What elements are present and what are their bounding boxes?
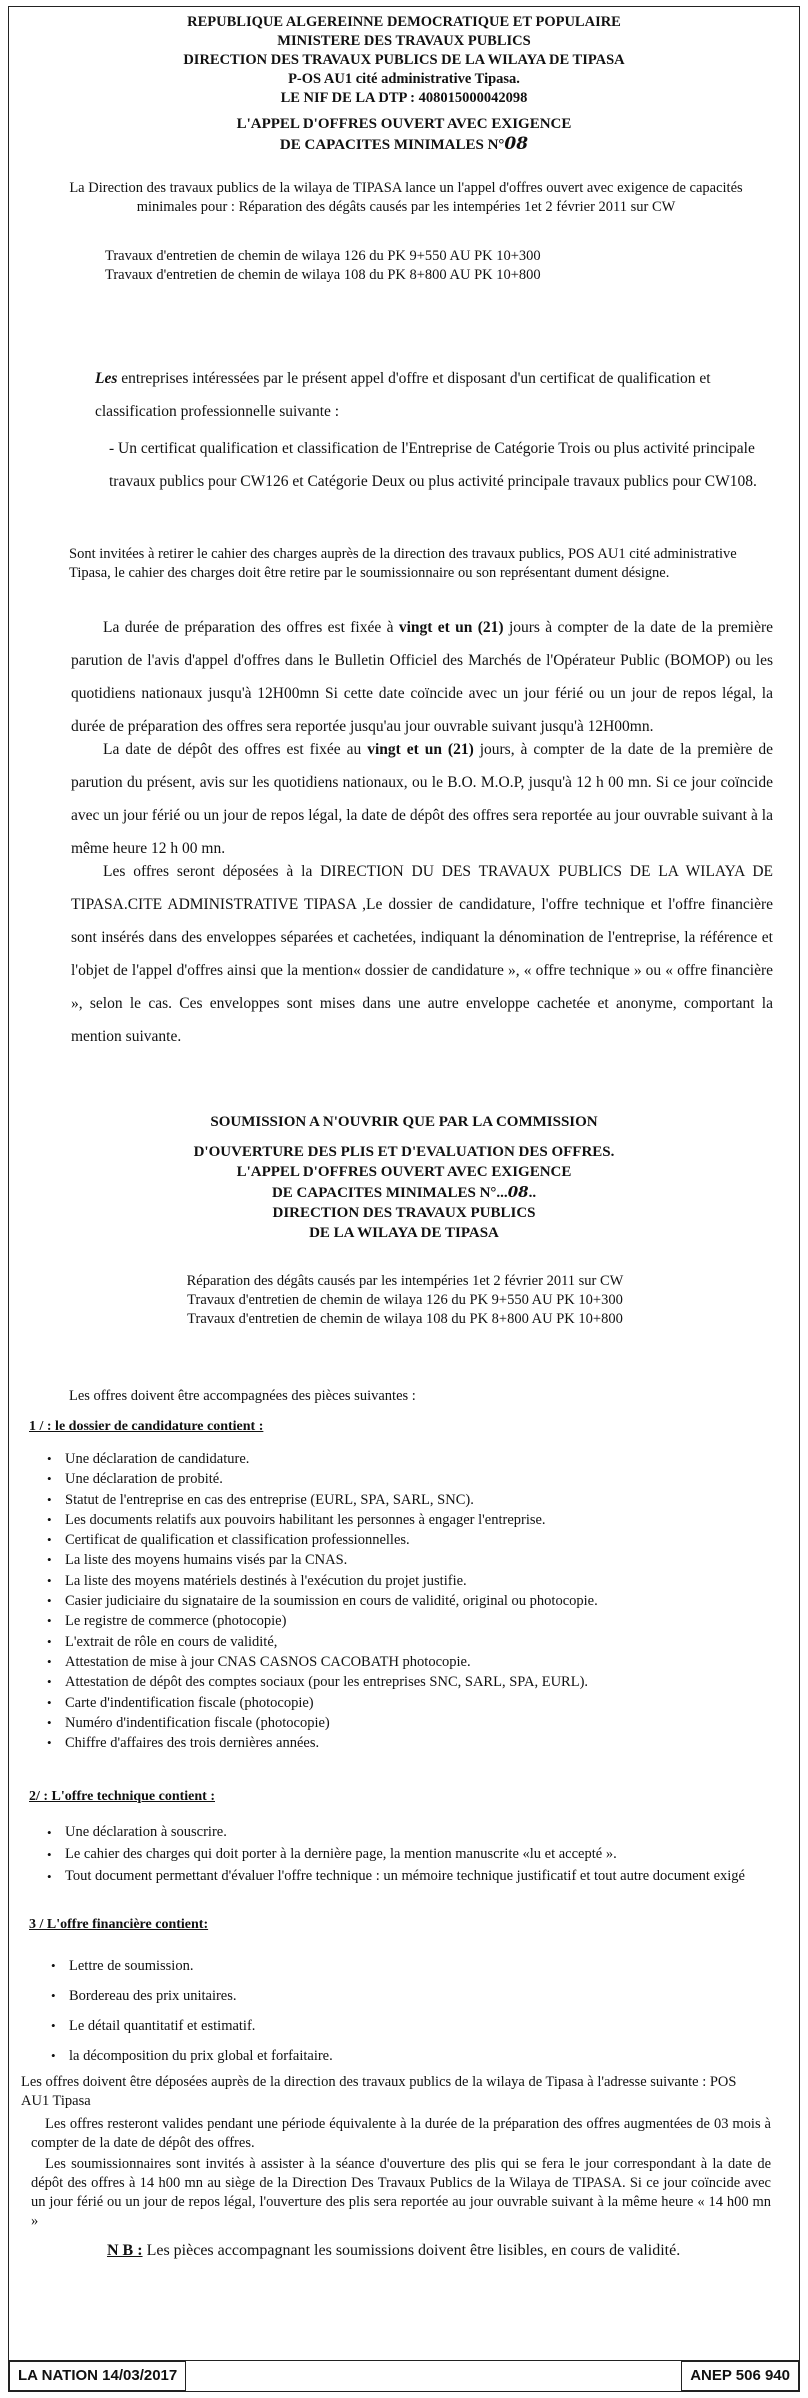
list-item: • Le cahier des charges qui doit porter à la dernière page, la mention manuscrite «lu et accepté ».: [45, 1845, 775, 1864]
notice-title: [9, 114, 799, 155]
list-item: • Bordereau des prix unitaires.: [49, 1981, 749, 2011]
soumission-line: SOUMISSION A N'OUVRIR QUE PAR LA COMMISSION: [210, 1114, 598, 1130]
soumission-block: [9, 1112, 799, 1243]
list-item: • Une déclaration à souscrire.: [45, 1823, 775, 1842]
soumission-line: [9, 1182, 799, 1203]
list-item: • Le registre de commerce (photocopie): [45, 1611, 775, 1631]
soumission-line: DIRECTION DES TRAVAUX PUBLICS: [272, 1205, 536, 1221]
eligibility-lead: Les: [95, 370, 118, 387]
section2-title: 2/ : L'offre technique contient :: [29, 1789, 215, 1804]
footer: [9, 2360, 799, 2391]
nb-note: [31, 2239, 771, 2263]
list-item: • Tout document permettant d'évaluer l'offre technique : un mémoire technique justificatif et tout autre document exigé: [45, 1867, 775, 1886]
list-item: • Casier judiciaire du signataire de la soumission en cours de validité, original ou photocopie.: [45, 1591, 775, 1611]
notice-number: 08: [504, 134, 529, 154]
pieces-intro: Les offres doivent être accompagnées des pièces suivantes :: [69, 1388, 416, 1404]
soumission-object-line: Réparation des dégâts causés par les intempéries 1et 2 février 2011 sur CW: [186, 1273, 624, 1289]
letterhead-line: P-OS AU1 cité administrative Tipasa.: [288, 71, 520, 87]
list-item: • Numéro d'indentification fiscale (photocopie): [45, 1713, 775, 1733]
list-item: • la décomposition du prix global et forfaitaire.: [49, 2041, 749, 2071]
closing-validity: Les offres resteront valides pendant une période équivalente à la durée de la préparation des offres augmentées de 03 mois à compter de la date de dépôt des offres.: [31, 2116, 771, 2151]
envelope-paragraph: Les offres seront déposées à la DIRECTION DU DES TRAVAUX PUBLICS DE LA WILAYA DE TIPASA.CITE ADMINISTRATIVE TIPASA ,Le dossier de candidature, l'offre technique et l'offre financière sont insérés dans des enveloppes séparées et cachetées, indiquant la dénomination de l'entreprise, la référence et l'objet de l'appel d'offres ainsi que la mention« dossier de candidature », « offre technique » ou « offre financière », selon le cas. Ces enveloppes sont mises dans une autre enveloppe cachetée et anonyme, comportant la mention suivante.: [71, 863, 773, 1045]
list-item: • Statut de l'entreprise en cas des entreprise (EURL, SPA, SARL, SNC).: [45, 1490, 775, 1510]
list-item: • Le détail quantitatif et estimatif.: [49, 2011, 749, 2041]
list-item: • Certificat de qualification et classification professionnelles.: [45, 1530, 775, 1550]
closing-opening: Les soumissionnaires sont invités à assister à la séance d'ouverture des plis qui se fera le jour correspondant à la date de dépôt des offres à 14 h00 mn au siège de la Direction Des Travaux Publics de la Wilaya de TIPASA. Si ce jour coïncide avec un jour férié ou un jour de repos légal, l'ouverture des plis sera reportée au jour ouvrable suivant à la même heure « 14 h00 mn »: [31, 2156, 771, 2229]
list-item: • L'extrait de rôle en cours de validité,: [45, 1632, 775, 1652]
soumission-line: L'APPEL D'OFFRES OUVERT AVEC EXIGENCE: [236, 1164, 572, 1180]
soumission-work: Travaux d'entretien de chemin de wilaya 108 du PK 8+800 AU PK 10+800: [187, 1311, 623, 1327]
section3-list: [49, 1951, 749, 2071]
nb-label: N B :: [107, 2242, 143, 2259]
notice-title-line1: L'APPEL D'OFFRES OUVERT AVEC EXIGENCE: [236, 116, 572, 132]
section3-title: 3 / L'offre financière contient:: [29, 1917, 209, 1932]
publication-info: LA NATION 14/03/2017: [9, 2361, 186, 2391]
work-item: Travaux d'entretien de chemin de wilaya 108 du PK 8+800 AU PK 10+800: [105, 267, 541, 283]
depot-text-c: jours, à compter de la date de la première de parution du présent, avis sur les quotidiens nationaux, ou le B.O. M.O.P, jusqu'à 12 h 00 mn. Si ce jour coïncide avec un jour férié ou un jour de repos légal, la date de dépôt des offres sera reportée au jour ouvrable suivant à la même heure 12 h 00 mn.: [71, 741, 773, 857]
withdraw-paragraph: Sont invitées à retirer le cahier des charges auprès de la direction des travaux publics, POS AU1 cité administrative Tipasa, le cahier des charges doit être retire par le soumissionnaire ou son représentant dument désigne.: [69, 546, 737, 581]
eligibility-item: - Un certificat qualification et classification de l'Entreprise de Catégorie Trois ou plus activité principale travaux publics pour CW126 et Catégorie Deux ou plus activité principale travaux publics pour CW108.: [109, 440, 757, 490]
letterhead-line: LE NIF DE LA DTP : 408015000042098: [280, 90, 528, 106]
letterhead-line: DIRECTION DES TRAVAUX PUBLICS DE LA WILAYA DE TIPASA: [183, 52, 625, 68]
prep-text-a: La durée de préparation des offres est fixée à: [103, 619, 399, 636]
closing-deposit: Les offres doivent être déposées auprès de la direction des travaux publics de la wilaya de Tipasa à l'adresse suivante : POS AU1 Tipasa: [21, 2074, 737, 2109]
anep-reference: ANEP 506 940: [681, 2361, 799, 2391]
notice-title-prefix: DE CAPACITES MINIMALES N°: [279, 137, 505, 153]
list-item: • Attestation de mise à jour CNAS CASNOS CACOBATH photocopie.: [45, 1652, 775, 1672]
prep-text-c: jours à compter de la date de la première parution de l'avis d'appel d'offres dans le Bulletin Officiel des Marchés de l'Opérateur Public (BOMOP) ou les quotidiens nationaux jusqu'à 12H00mn Si cette date coïncide avec un jour férié ou un jour de repos légal, la durée de préparation des offres sera reportée jusqu'au jour ouvrable suivant jusqu'à 12H00mn.: [71, 619, 774, 735]
letterhead-line: REPUBLIQUE ALGEREINNE DEMOCRATIQUE ET POPULAIRE: [187, 14, 621, 30]
eligibility-text: [95, 362, 771, 428]
letterhead: [9, 13, 799, 108]
depot-duration: vingt et un (21): [367, 741, 474, 758]
deposit-paragraph: [71, 733, 773, 865]
work-item: Travaux d'entretien de chemin de wilaya 126 du PK 9+550 AU PK 10+300: [105, 248, 541, 264]
soumission-number: 08: [507, 1183, 529, 1201]
tender-notice: [8, 6, 800, 2392]
list-item: • Attestation de dépôt des comptes sociaux (pour les entreprises SNC, SARL, SPA, EURL).: [45, 1672, 775, 1692]
prep-duration: vingt et un (21): [398, 619, 504, 636]
works-list: [105, 247, 725, 285]
list-item: • La liste des moyens matériels destinés à l'exécution du projet justifie.: [45, 1571, 775, 1591]
soumission-line: D'OUVERTURE DES PLIS ET D'EVALUATION DES OFFRES.: [193, 1144, 615, 1160]
soumission-work: Travaux d'entretien de chemin de wilaya 126 du PK 9+550 AU PK 10+300: [187, 1292, 623, 1308]
list-item: • Chiffre d'affaires des trois dernières années.: [45, 1733, 775, 1753]
section1-list: [45, 1449, 775, 1753]
preparation-paragraph: [71, 611, 773, 743]
notice-title-line2: [9, 134, 799, 155]
section1-title: 1 / : le dossier de candidature contient :: [29, 1419, 264, 1434]
letterhead-line: MINISTERE DES TRAVAUX PUBLICS: [277, 33, 531, 49]
soumission-number-prefix: DE CAPACITES MINIMALES N°...: [271, 1185, 508, 1201]
list-item: • La liste des moyens humains visés par la CNAS.: [45, 1550, 775, 1570]
list-item: • Les documents relatifs aux pouvoirs habilitant les personnes à engager l'entreprise.: [45, 1510, 775, 1530]
depot-text-a: La date de dépôt des offres est fixée au: [103, 741, 368, 758]
list-item: • Carte d'indentification fiscale (photocopie): [45, 1693, 775, 1713]
soumission-object: [49, 1272, 761, 1329]
soumission-number-suffix: ..: [528, 1185, 537, 1201]
section2-list: [45, 1823, 775, 1886]
intro-text: La Direction des travaux publics de la wilaya de TIPASA lance un l'appel d'offres ouvert avec exigence de capacités minimales pour : Réparation des dégâts causés par les intempéries 1et 2 février 2011 sur CW: [69, 180, 743, 215]
eligibility-body: entreprises intéressées par le présent appel d'offre et disposant d'un certificat de qualification et classification professionnelle suivante :: [95, 370, 711, 420]
list-item: • Lettre de soumission.: [49, 1951, 749, 1981]
nb-text: Les pièces accompagnant les soumissions doivent être lisibles, en cours de validité.: [142, 2242, 681, 2259]
list-item: • Une déclaration de candidature.: [45, 1449, 775, 1469]
soumission-line: DE LA WILAYA DE TIPASA: [309, 1225, 499, 1241]
list-item: • Une déclaration de probité.: [45, 1469, 775, 1489]
